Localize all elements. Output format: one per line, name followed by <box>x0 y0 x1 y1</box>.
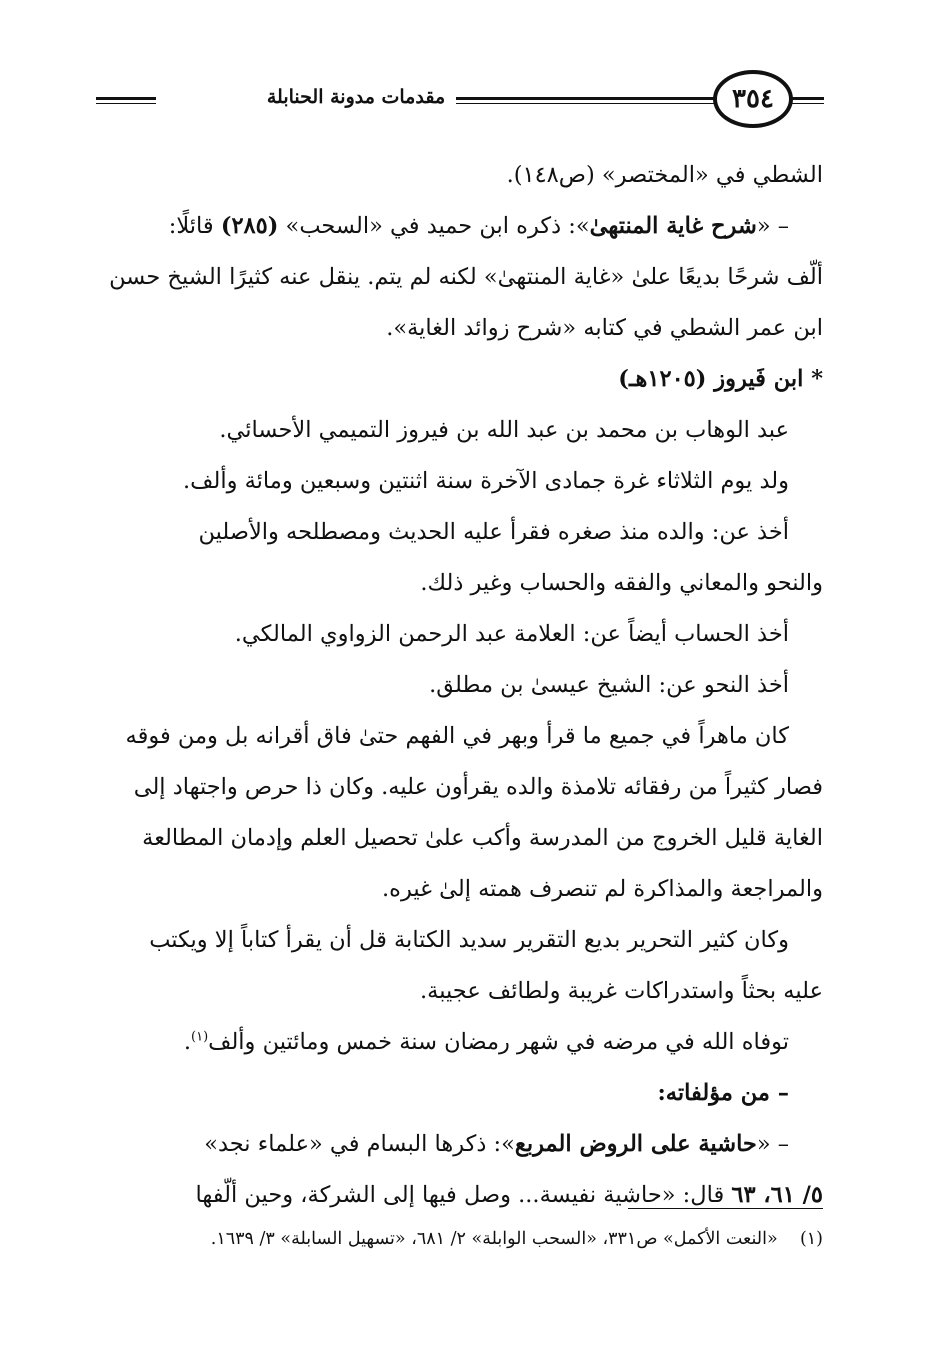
line-15: والمراجعة والمذاكرة لم تنصرف همته إلىٰ غيره. <box>382 876 823 902</box>
line-3: ألّف شرحًا بديعًا علىٰ «غاية المنتهىٰ» لكنه لم يتم. ينقل عنه كثيرًا الشيخ حسن <box>109 264 823 290</box>
line-16: وكان كثير التحرير بديع التقرير سديد الكتابة قل أن يقرأ كتاباً إلا ويكتب <box>149 927 789 953</box>
section-heading: * ابن فَيروز (١٢٠٥هـ) <box>618 366 823 392</box>
work-title-2: حاشية على الروض المربع <box>514 1131 757 1157</box>
line-12: كان ماهراً في جميع ما قرأ وبهر في الفهم حتىٰ فاق أقرانه بل ومن فوقه <box>125 723 789 749</box>
line-18: توفاه الله في مرضه في شهر رمضان سنة خمس ومائتين وألف$^{(١)}$. <box>183 1029 789 1055</box>
line-17: عليه بحثاً واستدراكات غريبة ولطائف عجيبة. <box>420 978 823 1004</box>
header-rule-left <box>96 97 156 100</box>
footnote-text: «النعت الأكمل» ص٣٣١، «السحب الوابلة» ٢/ ٦٨١، «تسهيل السابلة» ٣/ ١٦٣٩. <box>210 1229 778 1249</box>
line-6: عبد الوهاب بن محمد بن عبد الله بن فيروز التميمي الأحسائي. <box>219 417 789 443</box>
line-11: أخذ النحو عن: الشيخ عيسىٰ بن مطلق. <box>429 672 789 698</box>
line-14: الغاية قليل الخروج من المدرسة وأكب علىٰ تحصيل العلم وإدمان المطالعة <box>142 825 823 851</box>
work-title: شرح غاية المنتهىٰ <box>589 213 757 239</box>
header-rule-left-thin <box>96 103 156 104</box>
page-number: ٣٥٤ <box>713 70 793 128</box>
line-7: ولد يوم الثلاثاء غرة جمادى الآخرة سنة اثنتين وسبعين ومائة وألف. <box>183 468 789 494</box>
line-9: والنحو والمعاني والفقه والحساب وغير ذلك. <box>420 570 823 596</box>
footnote <box>103 1224 823 1254</box>
header-rule-right <box>788 97 824 100</box>
line-8: أخذ عن: والده منذ صغره فقرأ عليه الحديث ومصطلحه والأصلين <box>198 519 789 545</box>
header-rule-right-thin <box>788 103 824 104</box>
line-21: ٥/ ٦١، ٦٣ قال: «حاشية نفيسة... وصل فيها إلى الشركة، وحين ألّفها <box>195 1182 823 1208</box>
footnote-marker: (١) <box>799 1229 823 1249</box>
line-2: – «شرح غاية المنتهىٰ»: ذكره ابن حميد في «السحب» (٢٨٥) قائلًا: <box>168 213 789 239</box>
works-heading: – من مؤلفاته: <box>657 1080 789 1106</box>
page-header <box>96 70 824 130</box>
footnote-rule <box>628 1208 823 1209</box>
line-13: فصار كثيراً من رفقائه تلامذة والده يقرأون عليه. وكان ذا حرص واجتهاد إلى <box>133 774 823 800</box>
line-20: – «حاشية على الروض المربع»: ذكرها البسام في «علماء نجد» <box>204 1131 789 1157</box>
body-text <box>103 150 823 1221</box>
line-4: ابن عمر الشطي في كتابه «شرح زوائد الغاية». <box>386 315 823 341</box>
line-10: أخذ الحساب أيضاً عن: العلامة عبد الرحمن الزواوي المالكي. <box>234 621 789 647</box>
line-1: الشطي في «المختصر» (ص١٤٨). <box>506 162 823 188</box>
footnote-ref[interactable]: (١) <box>191 1029 209 1045</box>
running-title: مقدمات مدونة الحنابلة <box>256 86 456 108</box>
